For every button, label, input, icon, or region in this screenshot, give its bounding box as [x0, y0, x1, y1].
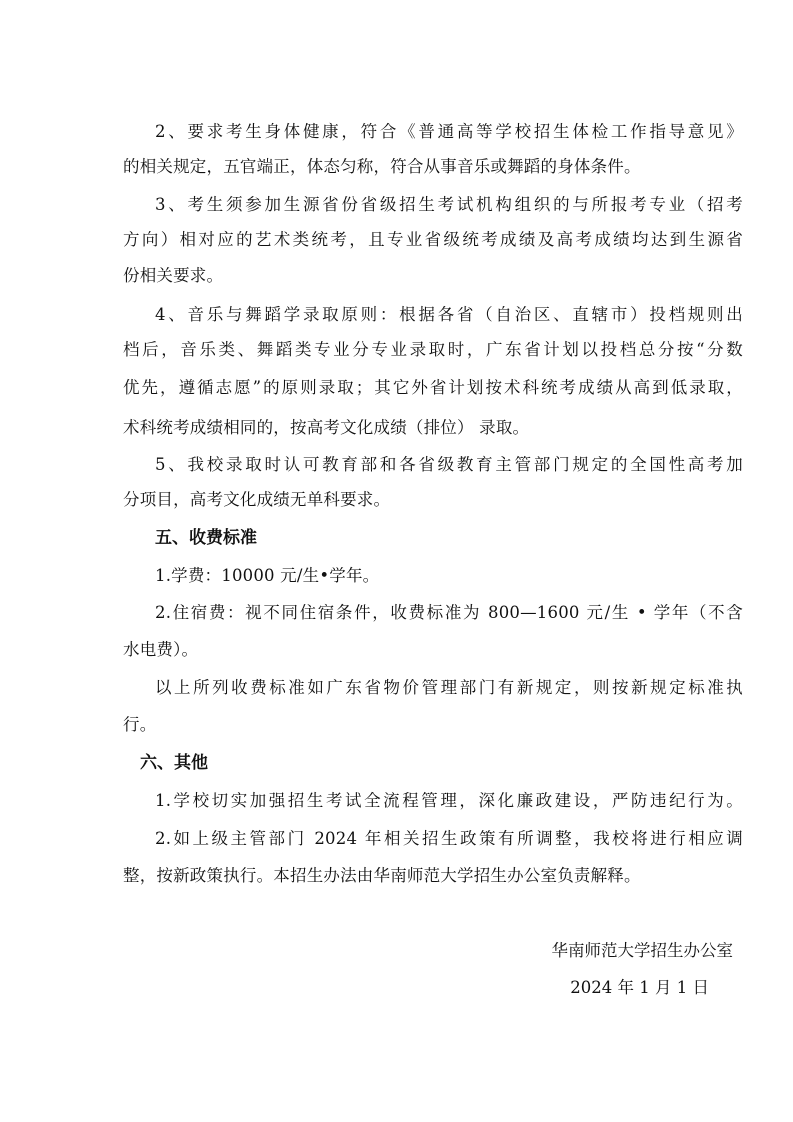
item4-line2: 档后，音乐类、舞蹈类专业分专业录取时，广东省计划以投档总分按“分数 [123, 340, 743, 359]
fee-dorm-line2: 水电费）。 [123, 640, 199, 659]
fee-note-line1: 以上所列收费标准如广东省物价管理部门有新规定，则按新规定标准执 [155, 678, 743, 697]
section5-heading: 五、收费标准 [155, 528, 257, 548]
other-item2-line2: 整，按新政策执行。本招生办法由华南师范大学招生办公室负责解释。 [123, 866, 641, 885]
section6-heading: 六、其他 [140, 753, 208, 773]
item5-line2: 分项目，高考文化成绩无单科要求。 [123, 490, 391, 509]
item4-line1: 4、音乐与舞蹈学录取原则：根据各省（自治区、直辖市）投档规则出 [155, 305, 743, 324]
other-item1: 1.学校切实加强招生考试全流程管理，深化廉政建设，严防违纪行为。 [155, 791, 743, 810]
fee-note-line2: 行。 [123, 715, 157, 734]
item2-line2: 的相关规定，五官端正，体态匀称，符合从事音乐或舞蹈的身体条件。 [123, 157, 641, 176]
item3-line3: 份相关要求。 [123, 266, 224, 285]
other-item2-line1: 2.如上级主管部门 2024 年相关招生政策有所调整，我校将进行相应调 [155, 829, 743, 848]
signature-date: 2024 年 1 月 1 日 [570, 978, 709, 997]
fee-dorm-line1: 2.住宿费：视不同住宿条件，收费标准为 800—1600 元/生 • 学年（不含 [155, 603, 743, 622]
item3-line1: 3、考生须参加生源省份省级招生考试机构组织的与所报考专业（招考 [155, 195, 743, 214]
item4-line3: 优先，遵循志愿”的原则录取；其它外省计划按术科统考成绩从高到低录取， [123, 378, 743, 397]
item3-line2: 方向）相对应的艺术类统考，且专业省级统考成绩及高考成绩均达到生源省 [123, 230, 743, 249]
item5-line1: 5、我校录取时认可教育部和各省级教育主管部门规定的全国性高考加 [155, 455, 743, 474]
fee-tuition: 1.学费：10000 元/生•学年。 [155, 566, 380, 585]
item2-line1: 2、要求考生身体健康，符合《普通高等学校招生体检工作指导意见》 [155, 122, 743, 141]
signature-office: 华南师范大学招生办公室 [551, 941, 733, 960]
item4-line4: 术科统考成绩相同的，按高考文化成绩（排位） 录取。 [123, 418, 530, 437]
